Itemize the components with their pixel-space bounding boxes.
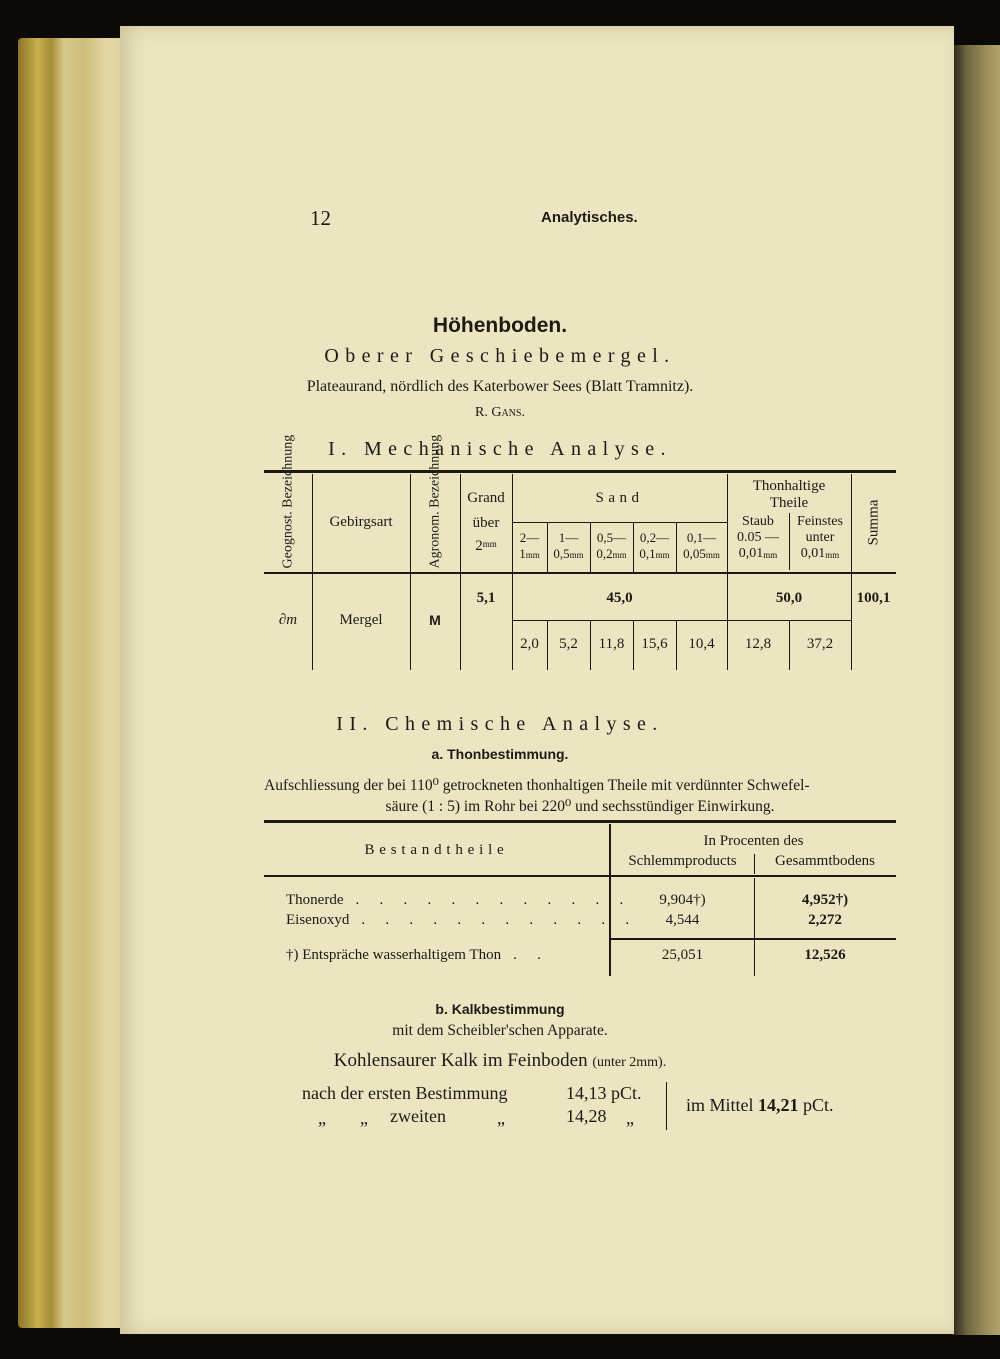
mittel-label: im Mittel (686, 1095, 754, 1115)
range-bottom: 0,05 (683, 546, 706, 561)
staub-line-3: 0,01 (738, 546, 764, 561)
section-title-chemische-analyse: II. Chemische Analyse. (336, 713, 664, 735)
unit-mm: mm (655, 550, 670, 560)
col-header-agronom: Agronom. Bezeichnung (427, 434, 443, 569)
row-eisenoxyd-gesammt: 2,272 (808, 912, 842, 928)
cell-grand: 5,1 (476, 590, 496, 606)
table-rule-sum (609, 938, 896, 940)
col-divider (410, 474, 411, 670)
thonbestimmung-heading: a. Thonbestimmung. (431, 746, 569, 762)
leader-dots: . . (501, 947, 550, 963)
measurement-2-label: zweiten (390, 1106, 446, 1126)
feinstes-line-1: Feinstes (797, 514, 843, 529)
mittel-line (686, 1095, 834, 1116)
staub-line-1: Staub (742, 514, 774, 529)
range-top: 2— (519, 530, 540, 545)
row-thonerde-name (286, 892, 631, 909)
col-header-grand-3 (460, 538, 512, 555)
measurement-2-ditto-2: „ (360, 1108, 368, 1128)
mittel-unit: pCt. (803, 1095, 834, 1115)
kalkbestimmung-subheading: mit dem Scheibler'schen Apparate. (392, 1022, 608, 1039)
col-header-summa: Summa (865, 499, 882, 546)
range-top: 0,5— (596, 530, 627, 545)
range-bottom: 0,5 (553, 546, 570, 561)
table-rule-header (264, 572, 896, 574)
book-page-edges-left (18, 38, 128, 1328)
cell-geognost: ∂m (278, 612, 298, 628)
unit-mm: mm (763, 550, 778, 560)
running-head: Analytisches. (541, 209, 638, 226)
col-header-in-procenten: In Procenten des (703, 833, 804, 849)
author-name: R. Gans. (475, 405, 525, 420)
measurement-1-value: 14,13 pCt. (566, 1083, 642, 1103)
book-page (120, 26, 954, 1334)
range-top: 0,2— (639, 530, 670, 545)
range-top: 1— (558, 530, 579, 545)
thon-text-line-1: Aufschliessung der bei 110⁰ getrockneten thonhaltigen Theile mit verdünnter Schwefel- (264, 777, 810, 794)
staub-line-2: 0.05 — (737, 530, 779, 545)
thonbestimmung-table (264, 820, 896, 980)
cell-sand-total: 45,0 (606, 590, 633, 606)
leader-dots: . . . . . . . . . . . . (343, 892, 632, 908)
row-thonerde-gesammt: 4,952†) (801, 892, 849, 908)
mittel-value: 14,21 (758, 1095, 799, 1115)
range-bottom: 1 (519, 546, 526, 561)
row-footnote-name (286, 947, 549, 964)
location-line: Plateaurand, nördlich des Katerbower Sees (Blatt Tramnitz). (306, 378, 694, 395)
table-rule-header (264, 875, 896, 877)
col-header-staub (727, 514, 789, 562)
thon-text-line-2: säure (1 : 5) im Rohr bei 220⁰ und sechsstündiger Einwirkung. (385, 798, 775, 815)
feinstes-line-2: unter (805, 530, 835, 545)
col-header-feinstes (789, 514, 851, 562)
cell-thon-total: 50,0 (775, 590, 803, 606)
col-header-gesammt: Gesammtbodens (775, 853, 875, 869)
page-title: Höhenboden. (432, 314, 568, 337)
range-bottom: 0,2 (596, 546, 613, 561)
sand-body-rule (512, 620, 727, 621)
row-footnote-gesammt: 12,526 (804, 947, 846, 963)
sand-range-1 (512, 530, 547, 562)
unit-mm: mm (612, 550, 627, 560)
measurement-1-label: nach der ersten Bestimmung (302, 1083, 508, 1103)
col-header-grand-2: über (472, 515, 500, 531)
eisenoxyd-label: Eisenoxyd (286, 912, 350, 928)
row-eisenoxyd-schlemm: 4,544 (665, 912, 700, 928)
row-eisenoxyd-name (286, 912, 637, 929)
sand-sub-rule (512, 522, 727, 523)
thon-line-2: Theile (769, 495, 809, 511)
cell-staub: 12,8 (744, 636, 772, 652)
brace-line (666, 1082, 667, 1130)
cell-sand-5: 10,4 (688, 636, 715, 652)
cell-summa: 100,1 (856, 590, 891, 606)
grand-value: 2 (475, 538, 483, 554)
measurement-2-ditto-3: „ (497, 1108, 505, 1128)
author (0, 405, 1000, 421)
sand-range-2 (547, 530, 590, 562)
unit-mm: mm (705, 550, 720, 560)
book-page-edge-right (952, 45, 1000, 1335)
footnote-label: †) Entspräche wasserhaltigem Thon (286, 947, 502, 963)
cell-sand-2: 5,2 (559, 636, 578, 652)
thonerde-label: Thonerde (286, 892, 344, 908)
col-header-gebirgsart: Gebirgsart (329, 514, 393, 530)
measurement-2-ditto-4: „ (626, 1108, 634, 1128)
col-header-geognost: Geognost. Bezeichnung (280, 434, 296, 569)
unit-mm: mm (569, 550, 584, 560)
col-header-sand: Sand (595, 490, 644, 506)
col-divider (312, 474, 313, 670)
row-footnote-schlemm: 25,051 (661, 947, 704, 963)
row-thonerde-schlemm: 9,904†) (659, 892, 706, 908)
section-title-mechanische-analyse: I. Mechanische Analyse. (328, 438, 672, 460)
measurement-2-value: 14,28 (566, 1106, 607, 1126)
unit-mm: mm (525, 550, 540, 560)
kalkbestimmung-heading: b. Kalkbestimmung (435, 1001, 565, 1017)
cell-sand-3: 11,8 (598, 636, 625, 652)
range-bottom: 0,1 (639, 546, 656, 561)
col-divider (851, 474, 852, 670)
leader-dots: . . . . . . . . . . . . (349, 912, 638, 928)
sand-range-5 (676, 530, 727, 562)
kohlen-paren: (unter 2mm). (592, 1055, 667, 1070)
cell-sand-4: 15,6 (641, 636, 668, 652)
cell-agronom: M (429, 612, 441, 628)
unit-mm: mm (482, 539, 497, 549)
subtitle: Oberer Geschiebemergel. (324, 345, 676, 367)
col-header-grand-1: Grand (467, 490, 505, 506)
sand-range-3 (590, 530, 633, 562)
range-top: 0,1— (686, 530, 717, 545)
col-header-thonhaltige (727, 478, 851, 512)
thon-line-1: Thonhaltige (752, 478, 826, 494)
table-rule-top (264, 470, 896, 473)
col-header-schlemm: Schlemmproducts (628, 853, 737, 869)
cell-feinstes: 37,2 (806, 636, 834, 652)
kohlen-text: Kohlensaurer Kalk im Feinboden (333, 1050, 588, 1071)
col-header-bestandtheile: Bestandtheile (364, 842, 509, 858)
unit-mm: mm (825, 550, 840, 560)
kohlensaurer-kalk-line (0, 1050, 1000, 1072)
cell-gebirgsart: Mergel (339, 612, 383, 628)
page-number: 12 (310, 206, 331, 230)
cell-sand-1: 2,0 (520, 636, 539, 652)
table-rule-top (264, 820, 896, 823)
sand-range-4 (633, 530, 676, 562)
measurement-2-ditto-1: „ (318, 1108, 326, 1128)
feinstes-line-3: 0,01 (800, 546, 826, 561)
